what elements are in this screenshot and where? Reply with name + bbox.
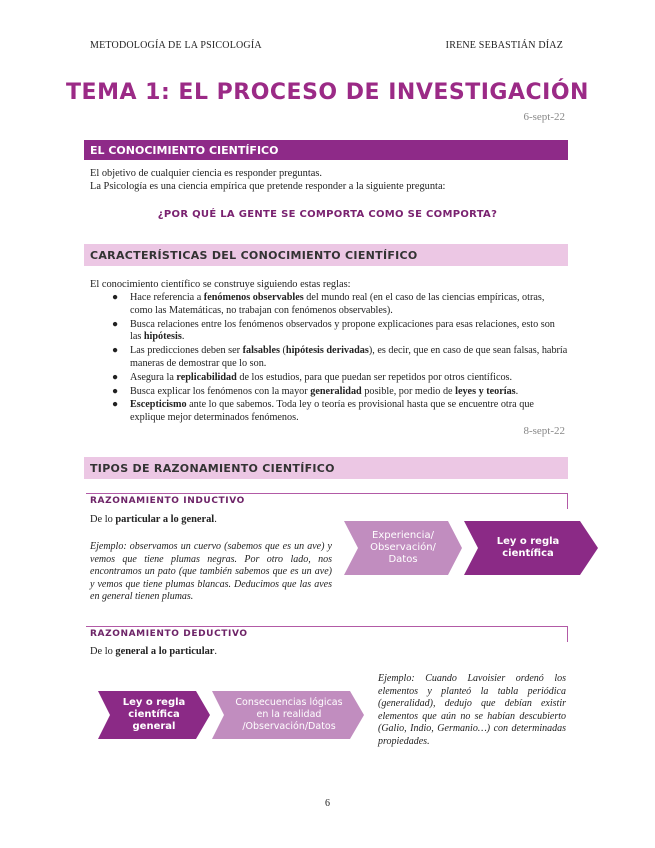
bullet-icon: ●: [112, 292, 119, 303]
chevron-label: Experiencia/ Observación/ Datos: [370, 530, 436, 565]
list-item: ● Asegura la replicabilidad de los estudios, para que puedan ser repetidos por otros científicos.: [112, 371, 513, 383]
central-question: ¿POR QUÉ LA GENTE SE COMPORTA COMO SE COMPORTA?: [157, 209, 498, 220]
list-item: ● Busca explicar los fenómenos con la mayor generalidad posible, por medio de leyes y teorías.: [112, 385, 519, 397]
date-second: 8-sept-22: [523, 425, 565, 437]
chevron-consecuencias: [212, 691, 364, 739]
list-item: ● Hace referencia a fenómenos observables del mundo real (en el caso de las ciencias empíricas, otras, como las Matemáticas, no trabajan con fenómenos observables).: [112, 292, 545, 316]
section-heading-caracteristicas: CARACTERÍSTICAS DEL CONOCIMIENTO CIENTÍFICO: [84, 244, 568, 266]
section1-line1: El objetivo de cualquier ciencia es responder preguntas.: [90, 168, 322, 179]
chevron-label: Consecuencias lógicas en la realidad /Observación/Datos: [235, 697, 343, 732]
chevron-label: Ley o regla científica general: [122, 697, 186, 732]
deductive-definition: De lo general a lo particular.: [90, 646, 217, 657]
deductive-example: Ejemplo: Cuando Lavoisier ordenó los elementos y planteó la tabla periódica (generalidad), dedujo que debían existir elementos que aún no se habían descubierto (Galio, Indio, Germanio…) con determinadas propiedades.: [378, 673, 566, 747]
section1-text: [90, 167, 570, 193]
section2-intro: El conocimiento científico se construye siguiendo estas reglas:: [90, 279, 351, 290]
bullet-icon: ●: [112, 345, 119, 357]
subheading-deductivo: RAZONAMIENTO DEDUCTIVO: [86, 626, 568, 642]
bullet-icon: ●: [112, 385, 119, 397]
page-title: TEMA 1: EL PROCESO DE INVESTIGACIÓN: [66, 80, 589, 105]
inductive-example: Ejemplo: observamos un cuervo (sabemos que es un ave) y vemos que tiene plumas negras. Por otro lado, nos encontramos un pato (que también sabemos que es un ave) y vemos que tiene plumas blancas. Deducimos que las aves en general tienen plumas.: [90, 541, 332, 603]
chevron-ley-general: [98, 691, 210, 739]
page-number: 6: [325, 798, 330, 809]
bullet-icon: ●: [112, 399, 119, 411]
characteristics-list: [90, 292, 568, 426]
list-item: ● Las predicciones deben ser falsables (hipótesis derivadas), es decir, que en caso de que sean falsas, habría maneras de demostrar que lo son.: [112, 345, 568, 369]
date-first: 6-sept-22: [523, 111, 565, 123]
section1-line2: La Psicología es una ciencia empírica que pretende responder a la siguiente pregunta:: [90, 181, 446, 192]
inductive-definition: De lo particular a lo general.: [90, 514, 217, 525]
chevron-experiencia: [344, 521, 462, 575]
section-heading-razonamiento: TIPOS DE RAZONAMIENTO CIENTÍFICO: [84, 457, 568, 479]
subheading-inductivo: RAZONAMIENTO INDUCTIVO: [86, 493, 568, 509]
list-item: ● Escepticismo ante lo que sabemos. Toda ley o teoría es provisional hasta que se encuentre otra que explique mejor determinados fenómenos.: [112, 399, 534, 424]
header-right: IRENE SEBASTIÁN DÍAZ: [445, 40, 563, 51]
chevron-label: Ley o regla científica: [496, 536, 560, 559]
section-heading-conocimiento: EL CONOCIMIENTO CIENTÍFICO: [84, 140, 568, 160]
bullet-icon: ●: [112, 318, 119, 330]
list-item: ● Busca relaciones entre los fenómenos observados y propone explicaciones para esas relaciones, esto son las hipótesis.: [112, 318, 555, 343]
bullet-icon: ●: [112, 371, 119, 383]
header-left: METODOLOGÍA DE LA PSICOLOGÍA: [90, 40, 262, 51]
chevron-ley-regla: [464, 521, 598, 575]
